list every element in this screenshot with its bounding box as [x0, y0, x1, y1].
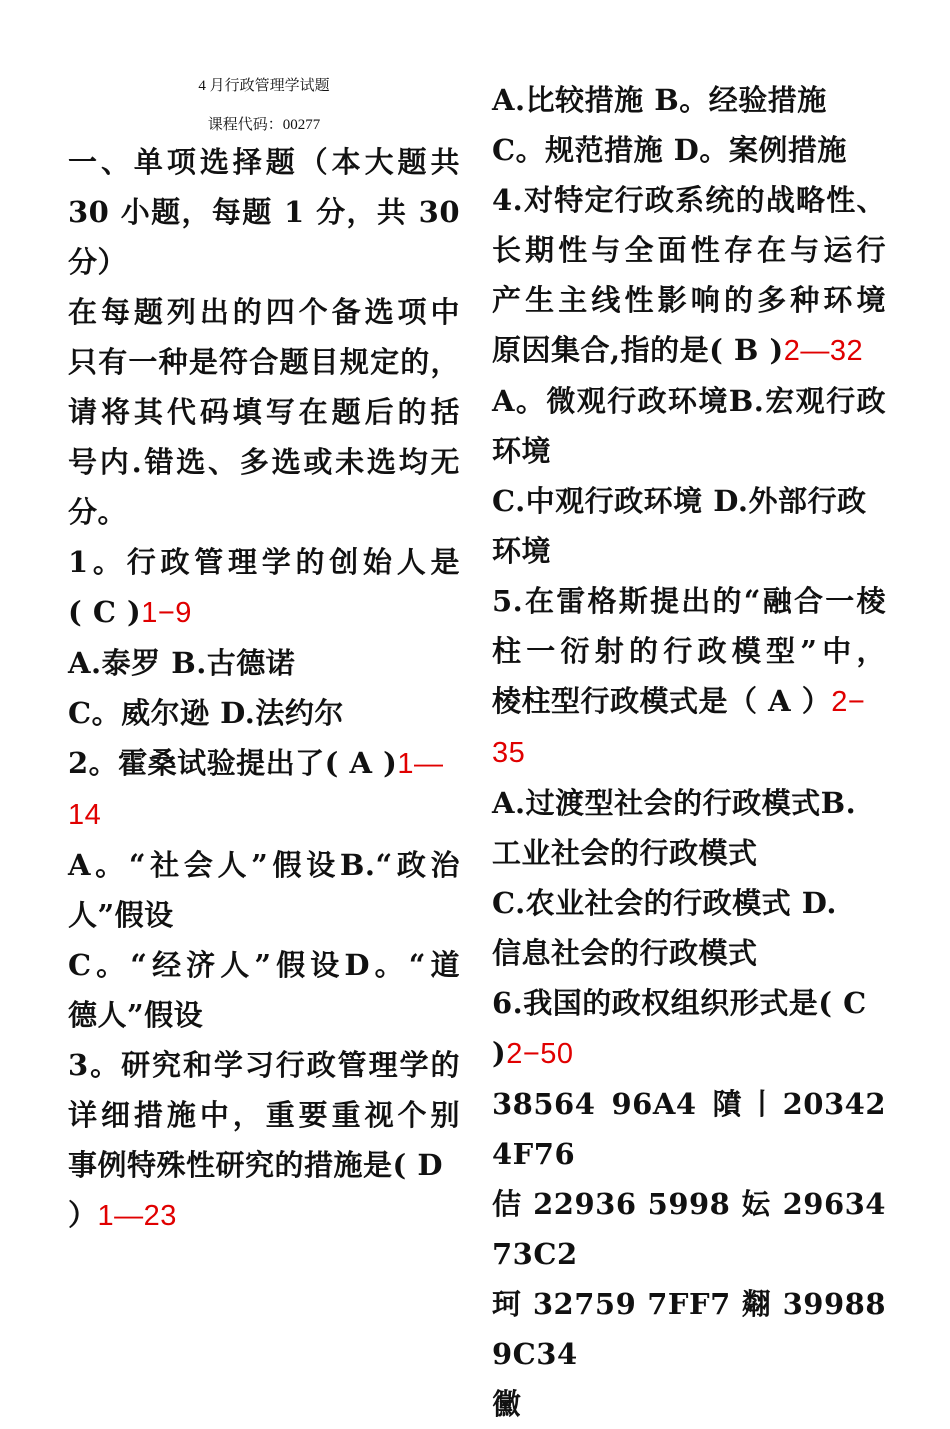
- text-line: [492, 576, 886, 626]
- line-text: 珂 32759 7FF7 翷 39988 9C34: [492, 1287, 886, 1371]
- line-text: 5.在雷格斯提出的“融合一棱: [492, 584, 886, 618]
- line-text: A.泰罗 B.古德诺: [68, 646, 296, 680]
- text-line: [492, 125, 886, 175]
- text-line: [68, 789, 460, 840]
- text-line: [68, 890, 460, 940]
- text-line: [68, 137, 460, 187]
- answer-reference: 2−50: [506, 1038, 574, 1070]
- text-line: [68, 840, 460, 890]
- answer-reference: 2−: [831, 686, 866, 718]
- text-line: [68, 688, 460, 738]
- text-line: [68, 738, 460, 789]
- page-title: 4 月行政管理学试题: [198, 78, 330, 94]
- line-text: 环境: [492, 434, 552, 468]
- line-text: 号内.错选、多选或未选均无: [68, 445, 460, 479]
- line-text: C。“经济人”假设D。“道: [68, 948, 460, 982]
- line-text: 一、单项选择题（本大题共: [68, 145, 460, 179]
- text-line: [492, 175, 886, 225]
- line-text: 请将其代码填写在题后的括: [68, 395, 460, 429]
- text-line: [68, 187, 460, 237]
- text-line: [68, 1040, 460, 1090]
- line-text: C.中观行政环境 D.外部行政: [492, 484, 867, 518]
- right-text-body: [492, 75, 886, 1429]
- text-line: [492, 376, 886, 426]
- text-line: [68, 437, 460, 487]
- line-text: 原因集合,指的是( B ): [492, 333, 784, 367]
- line-text: 30 小题，每题 1 分，共 30: [68, 195, 460, 229]
- text-line: [492, 928, 886, 978]
- text-line: [68, 1140, 460, 1190]
- line-text: 2。霍桑试验提出了( A ): [68, 746, 398, 780]
- text-line: [492, 75, 886, 125]
- text-line: [492, 1179, 886, 1279]
- text-line: [68, 287, 460, 337]
- line-text: C。威尔逊 D.法约尔: [68, 696, 344, 730]
- text-line: [68, 537, 460, 587]
- text-line: [68, 237, 460, 287]
- text-line: [492, 978, 886, 1028]
- answer-reference: 35: [492, 737, 526, 769]
- text-line: [492, 325, 886, 376]
- line-text: 详细措施中，重要重视个别: [68, 1098, 460, 1132]
- text-line: [68, 587, 460, 638]
- line-text: 4.对特定行政系统的战略性、: [492, 183, 886, 217]
- line-text: A。“社会人”假设B.“政治: [68, 848, 460, 882]
- text-line: [492, 225, 886, 275]
- line-text: 3。研究和学习行政管理学的: [68, 1048, 460, 1082]
- course-code: 课程代码：00277: [207, 117, 321, 133]
- answer-reference: 1—23: [97, 1200, 177, 1232]
- text-line: [492, 778, 886, 828]
- line-text: 只有一种是符合题目规定的，: [68, 345, 460, 379]
- line-text: A.过渡型社会的行政模式B.: [492, 786, 857, 820]
- line-text: 产生主线性影响的多种环境: [492, 283, 886, 317]
- answer-reference: 14: [68, 799, 102, 831]
- text-line: [492, 1079, 886, 1179]
- line-text: ）: [68, 1198, 98, 1232]
- text-line: [68, 940, 460, 990]
- answer-reference: 1—: [397, 748, 444, 780]
- text-line: [492, 1028, 886, 1079]
- left-text-body: [68, 137, 460, 1241]
- text-line: [68, 387, 460, 437]
- text-line: [492, 878, 886, 928]
- line-text: 黴: [492, 1387, 522, 1421]
- line-text: 1。行政管理学的创始人是: [68, 545, 460, 579]
- text-line: [492, 676, 886, 727]
- text-line: [492, 1279, 886, 1379]
- text-line: [68, 1090, 460, 1140]
- text-line: [68, 1190, 460, 1241]
- text-line: [492, 626, 886, 676]
- text-line: [492, 476, 886, 526]
- text-line: [68, 990, 460, 1040]
- text-line: [492, 1379, 886, 1429]
- line-text: C.农业社会的行政模式 D.: [492, 886, 837, 920]
- line-text: 事例特殊性研究的措施是( D: [68, 1148, 443, 1182]
- line-text: A.比较措施 B。经验措施: [492, 83, 827, 117]
- text-line: [492, 526, 886, 576]
- line-text: 人”假设: [68, 898, 174, 932]
- text-line: [492, 275, 886, 325]
- text-line: [68, 487, 460, 537]
- text-line: [492, 828, 886, 878]
- line-text: A。微观行政环境B.宏观行政: [492, 384, 886, 418]
- answer-reference: 2—32: [783, 335, 864, 367]
- line-text: C。规范措施 D。案例措施: [492, 133, 847, 167]
- line-text: 柱一衍射的行政模型”中，: [492, 634, 886, 668]
- line-text: 6.我国的政权组织形式是( C: [492, 986, 867, 1020]
- line-text: ( C ): [68, 595, 142, 629]
- text-line: [492, 727, 886, 778]
- line-text: 分。: [68, 495, 128, 529]
- line-text: 38564 96A4 隫丨20342 4F76: [492, 1087, 886, 1171]
- line-text: 在每题列出的四个备选项中: [68, 295, 460, 329]
- line-text: 工业社会的行政模式: [492, 836, 758, 870]
- answer-reference: 1−9: [141, 597, 192, 629]
- line-text: ): [492, 1036, 507, 1070]
- line-text: 长期性与全面性存在与运行: [492, 233, 886, 267]
- line-text: 环境: [492, 534, 552, 568]
- text-line: [492, 426, 886, 476]
- line-text: 信息社会的行政模式: [492, 936, 758, 970]
- line-text: 棱柱型行政模式是（ A ）: [492, 684, 832, 718]
- text-line: [68, 638, 460, 688]
- text-line: [68, 337, 460, 387]
- line-text: 分）: [68, 245, 128, 279]
- line-text: 佶 22936 5998 妘 29634 73C2: [492, 1187, 886, 1271]
- line-text: 德人”假设: [68, 998, 204, 1032]
